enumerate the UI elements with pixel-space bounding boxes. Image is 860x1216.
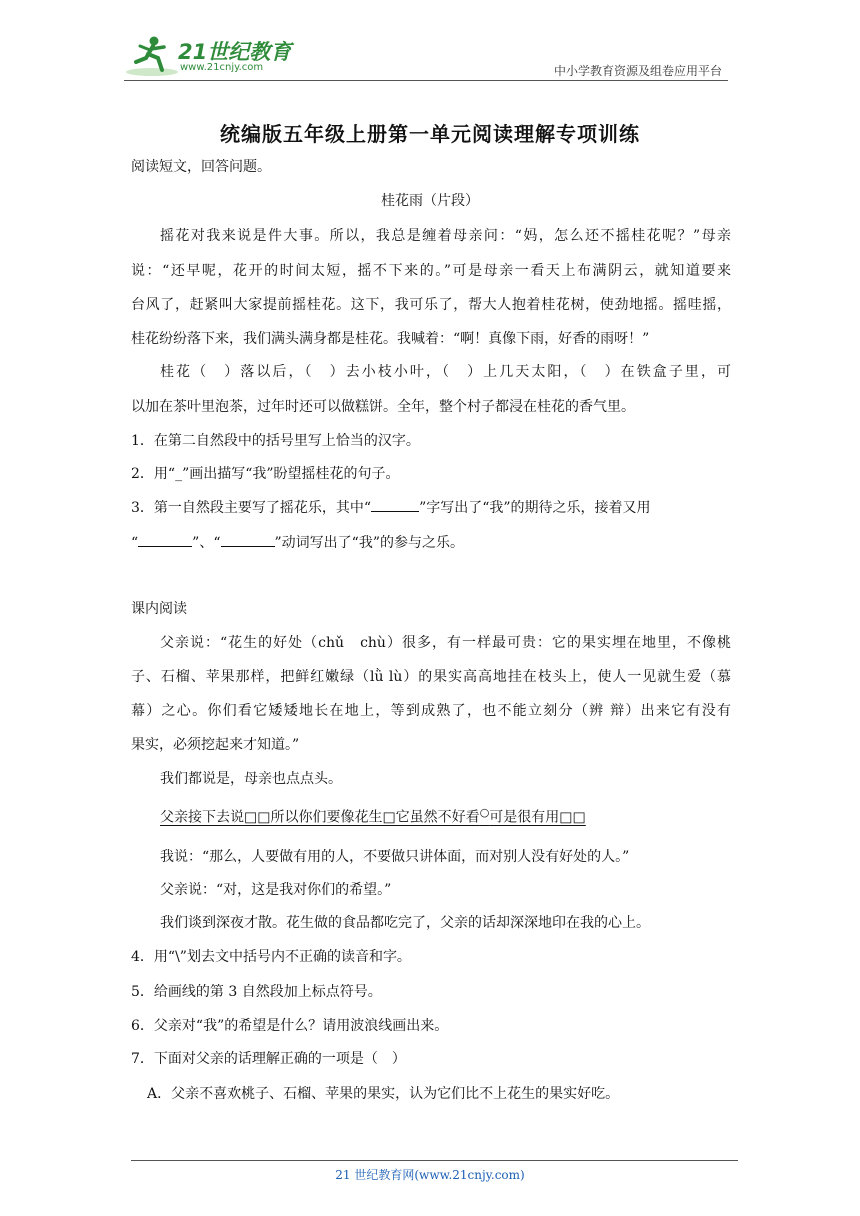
passage-paragraph: 父亲说：“对，这是我对你们的希望。” (160, 882, 392, 898)
underlined-paragraph (160, 806, 586, 827)
passage-line: 桂花（ ）落以后，（ ）去小枝小叶，（ ）上几天太阳，（ ）在铁盒子里，可 (160, 364, 731, 380)
logo-url: www.21cnjy.com (180, 62, 264, 73)
question-3-prefix: 3．第一自然段主要写了摇花乐，其中“ (131, 500, 372, 516)
header-divider (124, 80, 728, 81)
passage-line: 子、石榴、苹果那样，把鲜红嫩绿（lǜ lù）的果实高高地挂在枝头上，使人一见就生爱（慕 (131, 669, 731, 685)
answer-blank[interactable] (221, 534, 275, 547)
quote-mark: “ (131, 535, 139, 551)
passage-line: 桂花纷纷落下来，我们满头满身都是桂花。我喊着：“啊！真像下雨，好香的雨呀！” (131, 331, 650, 347)
logo-text: 21世纪教育 (178, 40, 292, 64)
quote-separator: ”、“ (192, 535, 221, 551)
passage-line: 摇花对我来说是件大事。所以，我总是缠着母亲问：“妈，怎么还不摇桂花呢？”母亲 (160, 228, 731, 244)
answer-blank[interactable] (371, 499, 419, 512)
passage-line: 父亲说：“花生的好处（chǔ chù）很多，有一样最可贵：它的果实埋在地里，不像桃 (160, 635, 731, 651)
instruction-text: 阅读短文，回答问题。 (131, 159, 271, 175)
question-3-continued (131, 532, 464, 552)
footer-text: 21 世纪教育网(www.21cnjy.com) (335, 1168, 525, 1182)
question-3-ending: ”动词写出了“我”的参与之乐。 (274, 535, 464, 551)
passage-line: 以加在茶叶里泡茶，过年时还可以做糕饼。全年，整个村子都浸在桂花的香气里。 (131, 399, 635, 415)
question-7: 7．下面对父亲的话理解正确的一项是（ ） (131, 1051, 406, 1067)
answer-blank[interactable] (138, 534, 192, 547)
passage-paragraph: 我们谈到深夜才散。花生做的食品都吃完了，父亲的话却深深地印在我的心上。 (160, 915, 650, 931)
question-6: 6．父亲对“我”的希望是什么？请用波浪线画出来。 (131, 1018, 449, 1034)
passage-line: 幕）之心。你们看它矮矮地长在地上，等到成熟了，也不能立刻分（辨 辩）出来它有没有 (131, 703, 731, 719)
question-2: 2．用“_”画出描写“我”盼望摇桂花的句子。 (131, 466, 400, 482)
question-1: 1．在第二自然段中的括号里写上恰当的汉字。 (131, 433, 420, 449)
option-a: A．父亲不喜欢桃子、石榴、苹果的果实，认为它们比不上花生的果实好吃。 (147, 1086, 620, 1102)
underlined-text: 父亲接下去说□□所以你们要像花生□它虽然不好看 (160, 809, 480, 826)
passage-line: 果实，必须挖起来才知道。” (131, 737, 300, 753)
page-title: 统编版五年级上册第一单元阅读理解专项训练 (220, 122, 640, 146)
underlined-text-end: 可是很有用□□ (489, 809, 586, 826)
question-3-suffix: ”字写出了“我”的期待之乐，接着又用 (419, 500, 651, 516)
circle-mark: ○ (479, 806, 490, 819)
passage-paragraph: 我说：“那么，人要做有用的人，不要做只讲体面，而对别人没有好处的人。” (160, 849, 630, 865)
passage-line: 说：“还早呢，花开的时间太短，摇不下来的。”可是母亲一看天上布满阴云，就知道要来 (131, 263, 731, 279)
runner-logo-icon (124, 34, 180, 78)
footer-divider (131, 1160, 738, 1161)
passage-title: 桂花雨（片段） (381, 193, 479, 209)
question-3 (131, 497, 651, 517)
passage-line: 台风了，赶紧叫大家提前摇桂花。这下，我可乐了，帮大人抱着桂花树，使劲地摇。摇哇摇， (131, 297, 731, 313)
passage-paragraph: 我们都说是，母亲也点点头。 (160, 771, 342, 787)
question-5: 5．给画线的第 3 自然段加上标点符号。 (131, 984, 382, 1000)
question-4: 4．用“\”划去文中括号内不正确的读音和字。 (131, 949, 411, 965)
site-logo (124, 34, 294, 78)
header-platform-text: 中小学教育资源及组卷应用平台 (553, 64, 722, 78)
section-heading: 课内阅读 (131, 601, 187, 617)
